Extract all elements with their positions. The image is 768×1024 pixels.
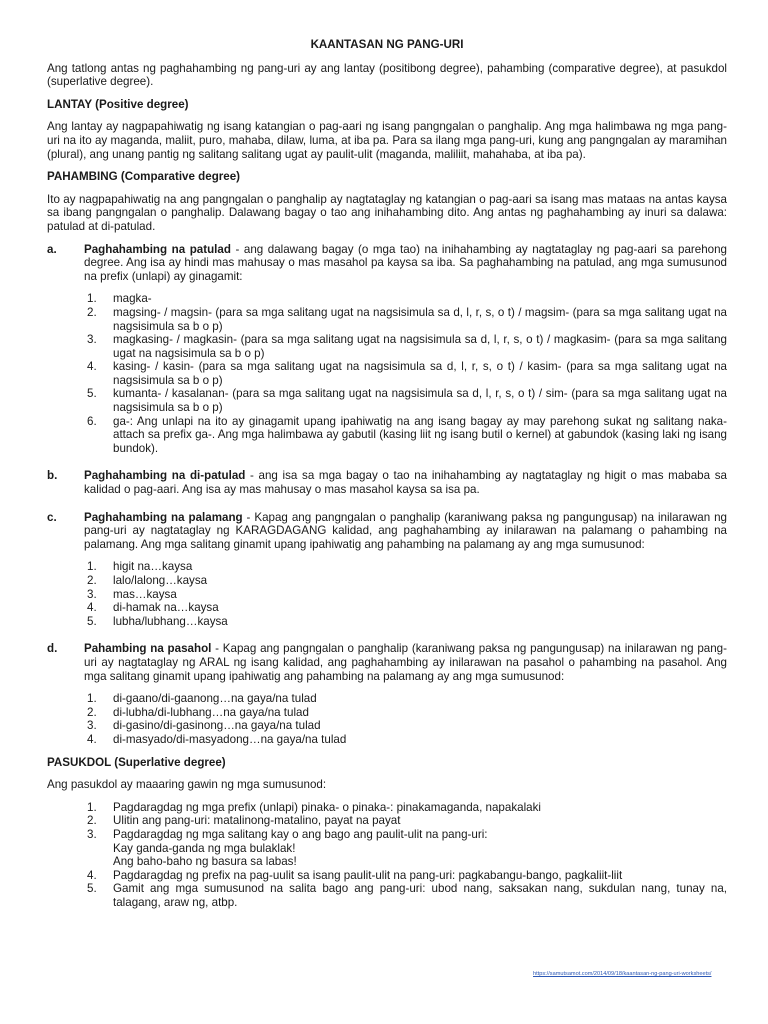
list-item: 3. Pagdaragdag ng mga salitang kay o ang bago ang paulit-ulit na pang-uri: [87, 827, 488, 841]
list-item: 2. lalo/lalong…kaysa [87, 574, 208, 587]
subsection-term: Paghahambing na palamang [84, 510, 243, 524]
subsection-letter: a. [47, 242, 57, 256]
subsection-letter: c. [47, 510, 57, 524]
subsection-letter: b. [47, 469, 58, 483]
subsection-d [47, 642, 727, 683]
list-item: 3. magkasing- / magkasin- (para sa mga salitang ugat na nagsisimula sa d, l, r, s, o t) / magkasim- (para sa mga salitang ugat na nagsisimula sa b o p) [87, 333, 727, 360]
list-item: 4. kasing- / kasin- (para sa mga salitang ugat na nagsisimula sa d, l, r, s, o t) / kasim- (para sa mga salitang ugat na nagsisimula sa b o p) [87, 360, 727, 387]
example-sentence: Ang baho-baho ng basura sa labas! [113, 855, 297, 869]
subsection-term: Paghahambing na di-patulad [84, 469, 246, 483]
subsection-text: - ang isa sa mga bagay o tao na inihahambing ay nagtataglay ng higit o mas mababa sa kalidad o pag-aari. Ang isa ay mas mahusay o mas masahol kaysa sa isa pa. [84, 469, 727, 497]
lantay-heading: LANTAY (Positive degree) [47, 97, 189, 111]
document-title: KAANTASAN NG PANG-URI [310, 38, 464, 51]
subsection-term: Pahambing na pasahol [84, 642, 212, 656]
list-item: 6. ga-: Ang unlapi na ito ay ginagamit upang ipahiwatig na ang isang bagay ay may parehong sukat ng salitang naka-attach sa prefix ga-. Ang mga halimbawa ay gabutil (kasing liit ng isang butil o kernel) at gabundok (kasing laki ng isang bundok). [87, 414, 727, 455]
list-item: 5. kumanta- / kasalanan- (para sa mga salitang ugat na nagsisimula sa d, l, r, s, o t) / sim- (para sa mga salitang ugat na nagsisimula sa b o p) [87, 387, 727, 415]
subsection-letter: d. [47, 642, 58, 656]
list-item: 2. di-lubha/di-lubhang…na gaya/na tulad [87, 705, 309, 719]
list-item: 1. di-gaano/di-gaanong…na gaya/na tulad [87, 692, 317, 706]
source-link[interactable]: https://samutsamot.com/2014/09/18/kaantasan-ng-pang-uri-worksheets/ [533, 971, 712, 977]
pasahol-word-list [47, 692, 727, 746]
subsection-text: - ang dalawang bagay (o mga tao) na inihahambing ay nagtataglay ng pag-aari sa parehong degree. Ang isa ay hindi mas mahusay o mas masahol pa kaysa sa iba. Sa paghahambing na patulad, ang mga sumusunod na prefix (unlapi) ay ginagamit: [84, 242, 727, 283]
intro-paragraph: Ang tatlong antas ng paghahambing ng pang-uri ay ang lantay (positibong degree), pahambing (comparative degree), at pasukdol (superlative degree). [47, 61, 727, 89]
pasukdol-paragraph: Ang pasukdol ay maaaring gawin ng mga sumusunod: [47, 778, 327, 792]
lantay-paragraph: Ang lantay ay nagpapahiwatig ng isang katangian o pag-aari ng isang pangngalan o panghalip. Ang mga halimbawa ng mga pang-uri na ito ay maganda, maliit, puro, mahaba, dilaw, luma, at iba pa. Para sa ilang mga pang-uri, kung ang pangngalan ay maramihan (plural), ang unang pantig ng salitang salitang ugat ay paulit-ulit (maganda, maliliit, mahahaba, at iba pa). [47, 120, 727, 161]
palamang-word-list [47, 560, 727, 628]
list-item: 2. magsing- / magsin- (para sa mga salitang ugat na nagsisimula sa d, l, r, s, o t) / magsim- (para sa mga salitang ugat na nagsisimula sa b o p) [87, 305, 727, 333]
subsection-c [47, 511, 727, 552]
list-item: 5. Gamit ang mga sumusunod na salita bago ang pang-uri: ubod nang, saksakan nang, sukdulan nang, tunay na, talagang, araw ng, atbp. [87, 882, 727, 909]
patulad-prefix-list [47, 292, 727, 455]
list-item: 3. di-gasino/di-gasinong…na gaya/na tulad [87, 719, 321, 733]
example-sentence: Kay ganda-ganda ng mga bulaklak! [113, 841, 296, 855]
pasukdol-list [47, 801, 727, 910]
list-item: 5. lubha/lubhang…kaysa [87, 614, 228, 628]
subsection-a [47, 243, 727, 284]
subsection-b [47, 469, 727, 496]
list-item: 3. mas…kaysa [87, 587, 177, 601]
subsection-text: - Kapag ang pangngalan o panghalip (karaniwang paksa ng pangungusap) na inilarawan ng pang-uri ay nagtataglay ng ARAL ng isang kalidad, ang paghahambing ay inilarawan na pasahol o pahambing na pasahol. Ang mga salitang ginamit upang ipahiwatig ang pahambing na palamang ay ang mga sumusunod: [84, 642, 727, 683]
pasukdol-heading: PASUKDOL (Superlative degree) [47, 755, 226, 769]
pahambing-paragraph: Ito ay nagpapahiwatig na ang pangngalan o panghalip ay nagtataglay ng katangian o pag-aari sa isang mas mataas na antas kaysa sa ibang pangngalan o panghalip. Dalawang bagay o tao ang inihahambing dito. Ang antas ng paghahambing ay inuri sa dalawa: patulad at di-patulad. [47, 192, 727, 233]
list-item: 4. Pagdaragdag ng prefix na pag-uulit sa isang paulit-ulit na pang-uri: pagkabangu-bango, pagkaliit-liit [87, 868, 623, 882]
list-item: 4. di-masyado/di-masyadong…na gaya/na tulad [87, 732, 347, 746]
list-item: 1. magka- [87, 292, 152, 306]
document-page [47, 38, 727, 909]
subsection-term: Paghahambing na patulad [84, 242, 231, 256]
list-item: 1. higit na…kaysa [87, 560, 193, 574]
list-item: 1. Pagdaragdag ng mga prefix (unlapi) pinaka- o pinaka-: pinakamaganda, napakalaki [87, 800, 541, 814]
pahambing-heading: PAHAMBING (Comparative degree) [47, 170, 241, 184]
list-item: 4. di-hamak na…kaysa [87, 601, 219, 615]
list-item: 2. Ulitin ang pang-uri: matalinong-matalino, payat na payat [87, 814, 401, 828]
subsection-text: - Kapag ang pangngalan o panghalip (karaniwang paksa ng pangungusap) na inilarawan ng pang-uri ay nagtataglay ng KARAGDAGANG kalidad, ang paghahambing ay inilarawan na palamang o pahambing na palamang. Ang mga salitang ginamit upang ipahiwatig ang pahambing na palamang ay ang mga sumusunod: [84, 510, 727, 551]
